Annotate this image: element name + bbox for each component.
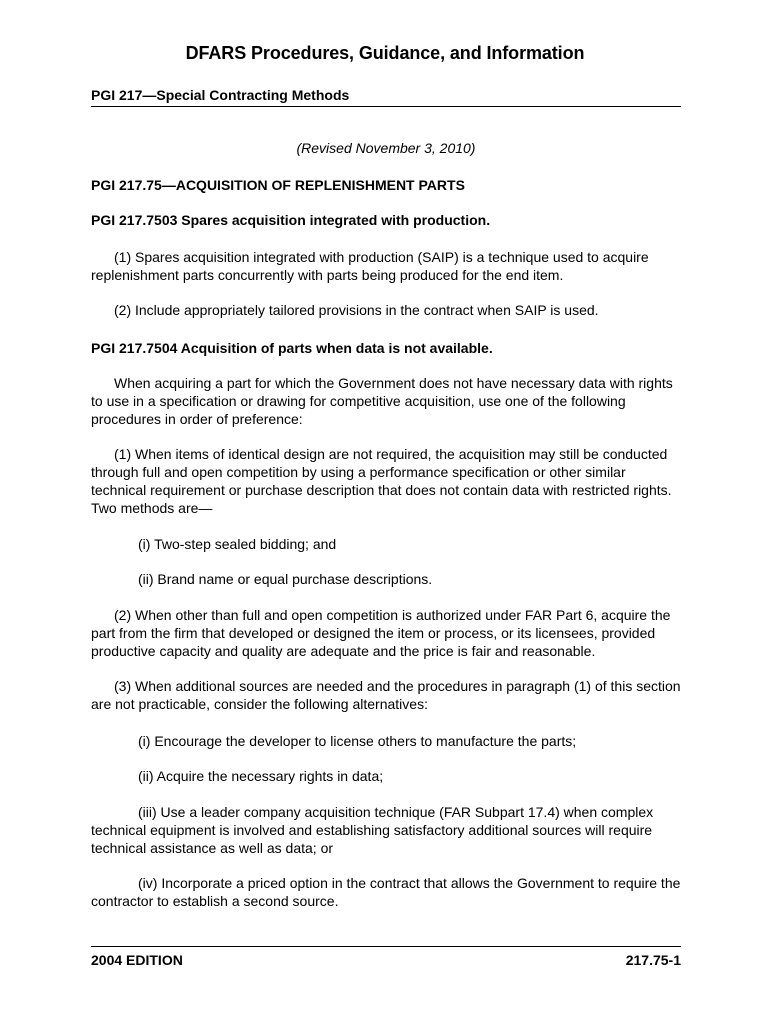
part-header: PGI 217—Special Contracting Methods [91,87,350,103]
section-7504-paragraph-3-ii: (ii) Acquire the necessary rights in data; [138,768,384,784]
section-7504-paragraph-3-iv: (iv) Incorporate a priced option in the contract that allows the Government to require the contractor to establish a second source. [91,875,681,909]
section-7503-paragraph-1: (1) Spares acquisition integrated with production (SAIP) is a technique used to acquire replenishment parts concurrently with parts being produced for the end item. [91,249,649,283]
section-7503-heading: PGI 217.7503 Spares acquisition integrated with production. [91,212,491,228]
section-7504-paragraph-1-ii: (ii) Brand name or equal purchase descriptions. [138,571,433,587]
page-footer [91,952,681,968]
subpart-heading: PGI 217.75—ACQUISITION OF REPLENISHMENT PARTS [91,177,465,193]
section-7504-paragraph-2: (2) When other than full and open competition is authorized under FAR Part 6, acquire the part from the firm that developed or designed the item or process, or its licensees, provided productive capacity and quality are adequate and the price is fair and reasonable. [91,607,671,659]
section-7504-paragraph-3: (3) When additional sources are needed and the procedures in paragraph (1) of this section are not practicable, consider the following alternatives: [91,678,681,712]
section-7504-heading: PGI 217.7504 Acquisition of parts when data is not available. [91,340,493,356]
header-divider [91,106,681,107]
edition-label: 2004 EDITION [91,952,183,968]
section-7504-paragraph-3-i: (i) Encourage the developer to license others to manufacture the parts; [138,733,577,749]
section-7503-paragraph-2: (2) Include appropriately tailored provisions in the contract when SAIP is used. [114,302,599,318]
section-7504-paragraph-3-iii: (iii) Use a leader company acquisition technique (FAR Subpart 17.4) when complex technical equipment is involved and establishing satisfactory additional sources will require technical assistance as well as data; or [91,804,654,856]
document-title: DFARS Procedures, Guidance, and Information [185,43,585,63]
section-7504-paragraph-1: (1) When items of identical design are not required, the acquisition may still be conducted through full and open competition by using a performance specification or other similar technical requirement or purchase description that does not contain data with restricted rights. Two methods are— [91,446,672,516]
footer-divider [91,946,681,947]
page-number: 217.75-1 [625,952,681,968]
revision-date: (Revised November 3, 2010) [296,140,476,156]
section-7504-paragraph-1-i: (i) Two-step sealed bidding; and [138,536,337,552]
section-7504-intro: When acquiring a part for which the Government does not have necessary data with rights to use in a specification or drawing for competitive acquisition, use one of the following procedures in order of preference: [91,375,673,427]
